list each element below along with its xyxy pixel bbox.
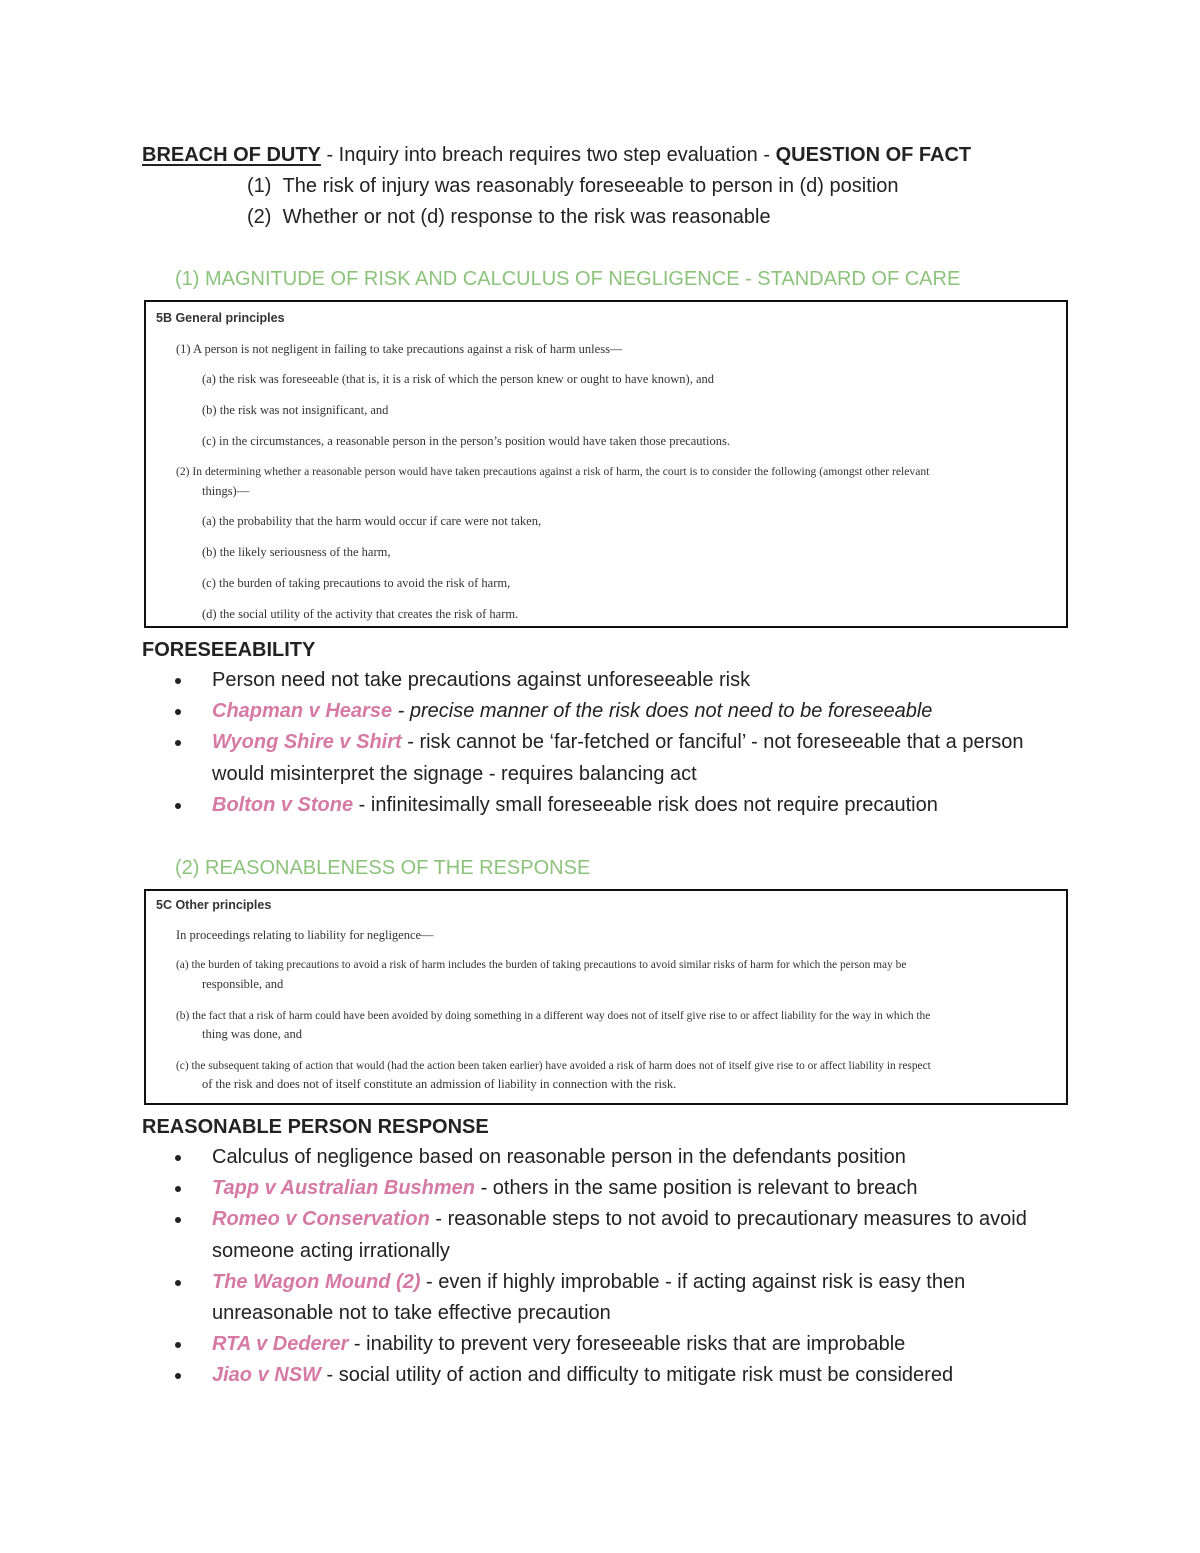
bullet-text: - others in the same position is relevant to breach	[475, 1177, 918, 1200]
statute-line: (c) the subsequent taking of action that would (had the action been taken earlier) have avoided a risk of harm does not of itself give rise to or affect liability in respect	[176, 1060, 931, 1072]
question-of-fact-label: QUESTION OF FACT	[775, 144, 972, 166]
list-item	[172, 1360, 1052, 1391]
section-1-heading: (1) MAGNITUDE OF RISK AND CALCULUS OF NEGLIGENCE - STANDARD OF CARE	[175, 268, 961, 290]
step-number: (1)	[247, 175, 272, 197]
title-line	[142, 142, 971, 168]
statute-line: (a) the risk was foreseeable (that is, it is a risk of which the person knew or ought to have known), and	[202, 372, 715, 386]
statute-5b-box	[144, 300, 1068, 628]
case-name: The Wagon Mound (2)	[212, 1270, 421, 1293]
step-text: The risk of injury was reasonably foreseeable to person in (d) position	[282, 175, 899, 197]
bullet-text: - inability to prevent very foreseeable risks that are improbable	[348, 1333, 906, 1356]
list-item	[172, 1329, 1052, 1360]
bullet-text: - infinitesimally small foreseeable risk does not require precaution	[353, 793, 938, 816]
statute-line: (b) the risk was not insignificant, and	[202, 403, 389, 417]
bullet-text: - precise manner of the risk does not need to be foreseeable	[392, 700, 933, 723]
bullet-icon	[175, 1342, 181, 1348]
statute-line: (c) the burden of taking precautions to avoid the risk of harm,	[202, 576, 511, 590]
bullet-icon	[175, 1155, 181, 1161]
list-item	[172, 1173, 1052, 1204]
case-name: Jiao v NSW	[212, 1364, 321, 1387]
bullet-icon	[175, 1217, 181, 1223]
case-name: RTA v Dederer	[212, 1333, 349, 1356]
statute-line: (2) In determining whether a reasonable person would have taken precautions against a risk of harm, the court is to consider the following (amongst other relevant	[176, 465, 930, 478]
case-name: Chapman v Hearse	[212, 700, 393, 723]
bullet-icon	[175, 1186, 181, 1192]
list-item	[172, 790, 1052, 821]
statute-line: things)—	[202, 484, 250, 498]
step-number: (2)	[247, 206, 272, 228]
statute-line: responsible, and	[202, 977, 284, 991]
bullet-text: - risk cannot be ‘far-fetched or fanciful’ - not foreseeable that a person would misinterpret the signage - requires balancing act	[212, 731, 1024, 785]
bullet-text: Calculus of negligence based on reasonable person in the defendants position	[212, 1146, 906, 1168]
list-item	[172, 665, 1052, 696]
reasonable-person-list	[172, 1142, 1052, 1392]
foreseeability-list	[172, 665, 1052, 821]
statute-line: (d) the social utility of the activity that creates the risk of harm.	[202, 607, 519, 621]
step-1	[247, 173, 898, 199]
statute-line: (a) the burden of taking precautions to avoid a risk of harm includes the burden of taking precautions to avoid similar risks of harm for which the person may be	[176, 959, 907, 971]
statute-line: (b) the fact that a risk of harm could have been avoided by doing something in a different way does not of itself give rise to or affect liability for the way in which the	[176, 1010, 931, 1022]
page-title: BREACH OF DUTY	[142, 144, 321, 166]
case-name: Romeo v Conservation	[212, 1208, 430, 1231]
list-item	[172, 1142, 1052, 1173]
step-text: Whether or not (d) response to the risk was reasonable	[282, 206, 771, 228]
bullet-text: - social utility of action and difficulty to mitigate risk must be considered	[320, 1364, 954, 1387]
step-2	[247, 204, 771, 230]
bullet-icon	[175, 678, 181, 684]
bullet-icon	[175, 803, 181, 809]
section-2-heading: (2) REASONABLENESS OF THE RESPONSE	[175, 857, 591, 879]
statute-line: of the risk and does not of itself constitute an admission of liability in connection with the risk.	[202, 1077, 677, 1091]
statute-5c-box	[144, 889, 1068, 1105]
statute-line: (c) in the circumstances, a reasonable person in the person’s position would have taken those precautions.	[202, 434, 730, 448]
list-item	[172, 696, 1052, 727]
case-name: Wyong Shire v Shirt	[212, 731, 402, 754]
statute-line: (a) the probability that the harm would occur if care were not taken,	[202, 514, 542, 528]
statute-title: 5B General principles	[156, 311, 285, 325]
case-name: Bolton v Stone	[212, 793, 354, 816]
reasonable-person-heading: REASONABLE PERSON RESPONSE	[142, 1116, 489, 1138]
foreseeability-heading: FORESEEABILITY	[142, 639, 316, 661]
list-item	[172, 727, 1052, 789]
statute-line: (b) the likely seriousness of the harm,	[202, 545, 391, 559]
title-description: - Inquiry into breach requires two step evaluation -	[320, 144, 776, 166]
bullet-icon	[175, 1280, 181, 1286]
bullet-text: - reasonable steps to not avoid to precautionary measures to avoid someone acting irrationally	[212, 1208, 1027, 1262]
list-item	[172, 1204, 1052, 1266]
bullet-icon	[175, 740, 181, 746]
list-item	[172, 1267, 1052, 1329]
statute-title: 5C Other principles	[156, 898, 272, 912]
bullet-text: - even if highly improbable - if acting against risk is easy then unreasonable not to take effective precaution	[212, 1270, 966, 1325]
case-name: Tapp v Australian Bushmen	[212, 1177, 476, 1200]
bullet-icon	[175, 709, 181, 715]
bullet-text: Person need not take precautions against unforeseeable risk	[212, 669, 751, 691]
statute-line: (1) A person is not negligent in failing to take precautions against a risk of harm unless—	[176, 342, 623, 356]
bullet-icon	[175, 1373, 181, 1379]
statute-line: thing was done, and	[202, 1027, 302, 1041]
statute-line: In proceedings relating to liability for negligence—	[176, 928, 434, 942]
